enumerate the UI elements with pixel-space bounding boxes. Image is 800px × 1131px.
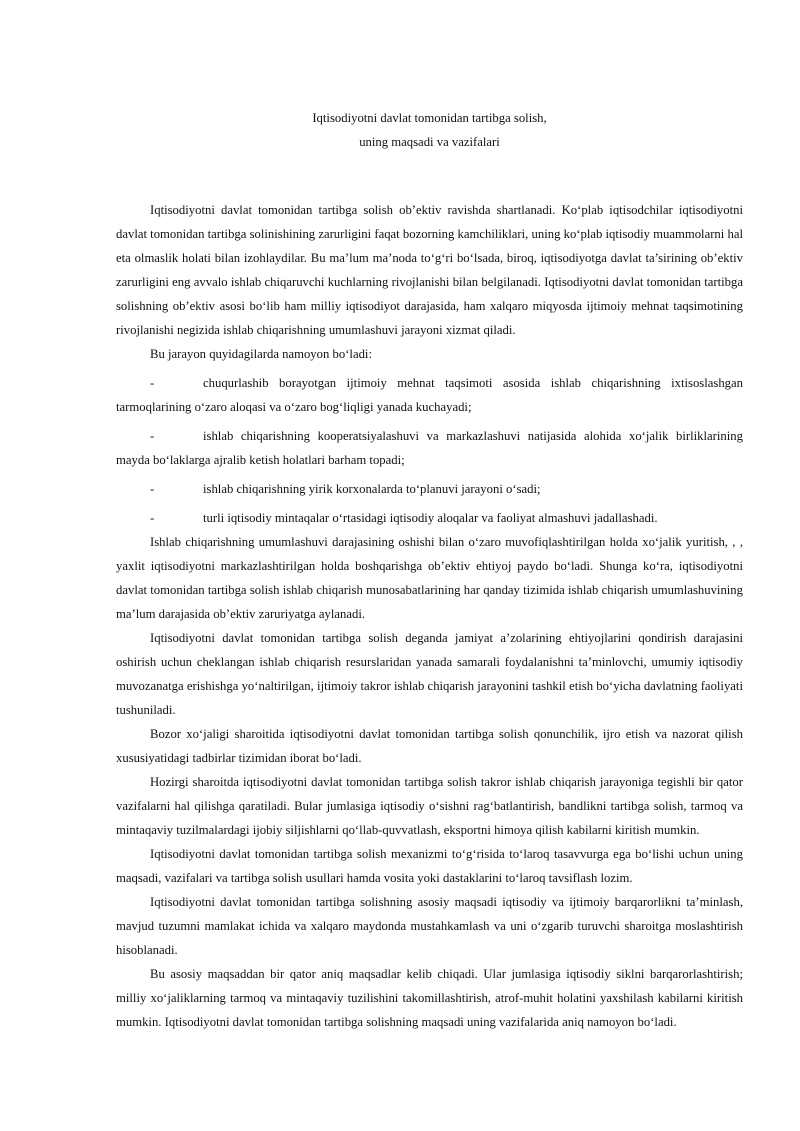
list-item-text: ishlab chiqarishning yirik korxonalarda to‘planuvi jarayoni o‘sadi;	[203, 482, 541, 496]
paragraph: Iqtisodiyotni davlat tomonidan tartibga solish deganda jamiyat a’zolarining ehtiyojlarini qondirish darajasini oshirish uchun cheklangan ishlab chiqarish resurslaridan yanada samarali foydalanishni ta’minlovchi, umumiy iqtisodiy muvozanatga erishishga yo‘naltirilgan, ijtimoiy takror ishlab chiqarish jarayonini tashkil etish bo‘yicha davlatning faoliyati tushuniladi.	[116, 631, 743, 717]
title-spacer	[116, 154, 743, 198]
list-item-text: chuqurlashib borayotgan ijtimoiy mehnat taqsimoti asosida ishlab chiqarishning ixtisoslashgan tarmoqlarining o‘zaro aloqasi va o‘zaro bog‘liqligi yanada kuchayadi;	[116, 376, 743, 414]
paragraph: Ishlab chiqarishning umumlashuvi darajasining oshishi bilan o‘zaro muvofiqlashtirilgan holda xo‘jalik yuritish, , , yaxlit iqtisodiyotni markazlashtirilgan holda boshqarishga ob’ektiv ehtiyoj paydo bo‘ladi. Shunga ko‘ra, iqtisodiyotni davlat tomonidan tartibga solish ishlab chiqarish munosabatlarining har qanday tizimida ishlab chiqarish umumlashuvining ma’lum darajasida ob’ektiv zaruriyatga aylanadi.	[116, 535, 743, 621]
paragraph: Iqtisodiyotni davlat tomonidan tartibga solish ob’ektiv ravishda shartlanadi. Ko‘plab iqtisodchilar iqtisodiyotni davlat tomonidan tartibga solinishining zarurligini faqat bozorning kamchiliklari, uning ko‘plab iqtisodiy muammolarni hal eta olmaslik holati bilan izohlaydilar. Bu ma’lum ma’noda to‘g‘ri bo‘lsada, biroq, iqtisodiyotga davlat ta’sirining ob’ektiv zarurligini eng avvalo ishlab chiqaruvchi kuchlarning rivojlanishi bilan belgilanadi. Iqtisodiyotni davlat tomonidan tartibga solishning ob’ektiv asosi bo‘lib ham milliy iqtisodiyot darajasida, ham xalqaro miqyosda ijtimoiy mehnat taqsimotining rivojlanishi negizida ishlab chiqarishning umumlashuvi jarayoni xizmat qiladi.	[116, 203, 743, 337]
title-line-1: Iqtisodiyotni davlat tomonidan tartibga solish,	[312, 111, 547, 125]
title-line-2: uning maqsadi va vazifalari	[359, 135, 500, 149]
list-dash: -	[150, 376, 155, 390]
list-item	[116, 371, 743, 419]
list-dash: -	[150, 429, 155, 443]
list-item	[116, 424, 743, 472]
list-dash: -	[150, 482, 155, 496]
list-item	[116, 477, 743, 501]
document-title	[116, 106, 743, 154]
paragraph: Bozor xo‘jaligi sharoitida iqtisodiyotni davlat tomonidan tartibga solish qonunchilik, ijro etish va nazorat qilish xususiyatidagi tadbirlar tizimidan iborat bo‘ladi.	[116, 727, 743, 765]
list-item-text: turli iqtisodiy mintaqalar o‘rtasidagi iqtisodiy aloqalar va faoliyat almashuvi jadallashadi.	[203, 511, 658, 525]
list-item	[116, 506, 743, 530]
paragraph: Iqtisodiyotni davlat tomonidan tartibga solish mexanizmi to‘g‘risida to‘laroq tasavvurga ega bo‘lishi uchun uning maqsadi, vazifalari va tartibga solish usullari hamda vosita yoki dastaklarini to‘laroq tavsiflash lozim.	[116, 847, 743, 885]
list-item-text: ishlab chiqarishning kooperatsiyalashuvi va markazlashuvi natijasida alohida xo‘jalik birliklarining mayda bo‘laklarga ajralib ketish holatlari barham topadi;	[116, 429, 743, 467]
paragraph: Iqtisodiyotni davlat tomonidan tartibga solishning asosiy maqsadi iqtisodiy va ijtimoiy barqarorlikni ta’minlash, mavjud tuzumni mamlakat ichida va xalqaro maydonda mustahkamlash va uni o‘zgarib turuvchi sharoitga moslashtirish hisoblanadi.	[116, 895, 743, 957]
list-dash: -	[150, 511, 155, 525]
paragraph: Hozirgi sharoitda iqtisodiyotni davlat tomonidan tartibga solish takror ishlab chiqarish jarayoniga tegishli bir qator vazifalarni hal qilishga qaratiladi. Bular jumlasiga iqtisodiy o‘sishni rag‘batlantirish, bandlikni tartibga solish, tarmoq va mintaqaviy tuzilmalardagi ijobiy siljishlarni qo‘llab-quvvatlash, eksportni himoya qilish kabilarni kiritish mumkin.	[116, 775, 743, 837]
paragraph: Bu asosiy maqsaddan bir qator aniq maqsadlar kelib chiqadi. Ular jumlasiga iqtisodiy siklni barqarorlashtirish; milliy xo‘jaliklarning tarmoq va mintaqaviy tuzilishini takomillashtirish, atrof-muhit holatini yaxshilash kabilarni kiritish mumkin. Iqtisodiyotni davlat tomonidan tartibga solishning maqsadi uning vazifalarida aniq namoyon bo‘ladi.	[116, 967, 743, 1029]
paragraph: Bu jarayon quyidagilarda namoyon bo‘ladi:	[150, 347, 372, 361]
